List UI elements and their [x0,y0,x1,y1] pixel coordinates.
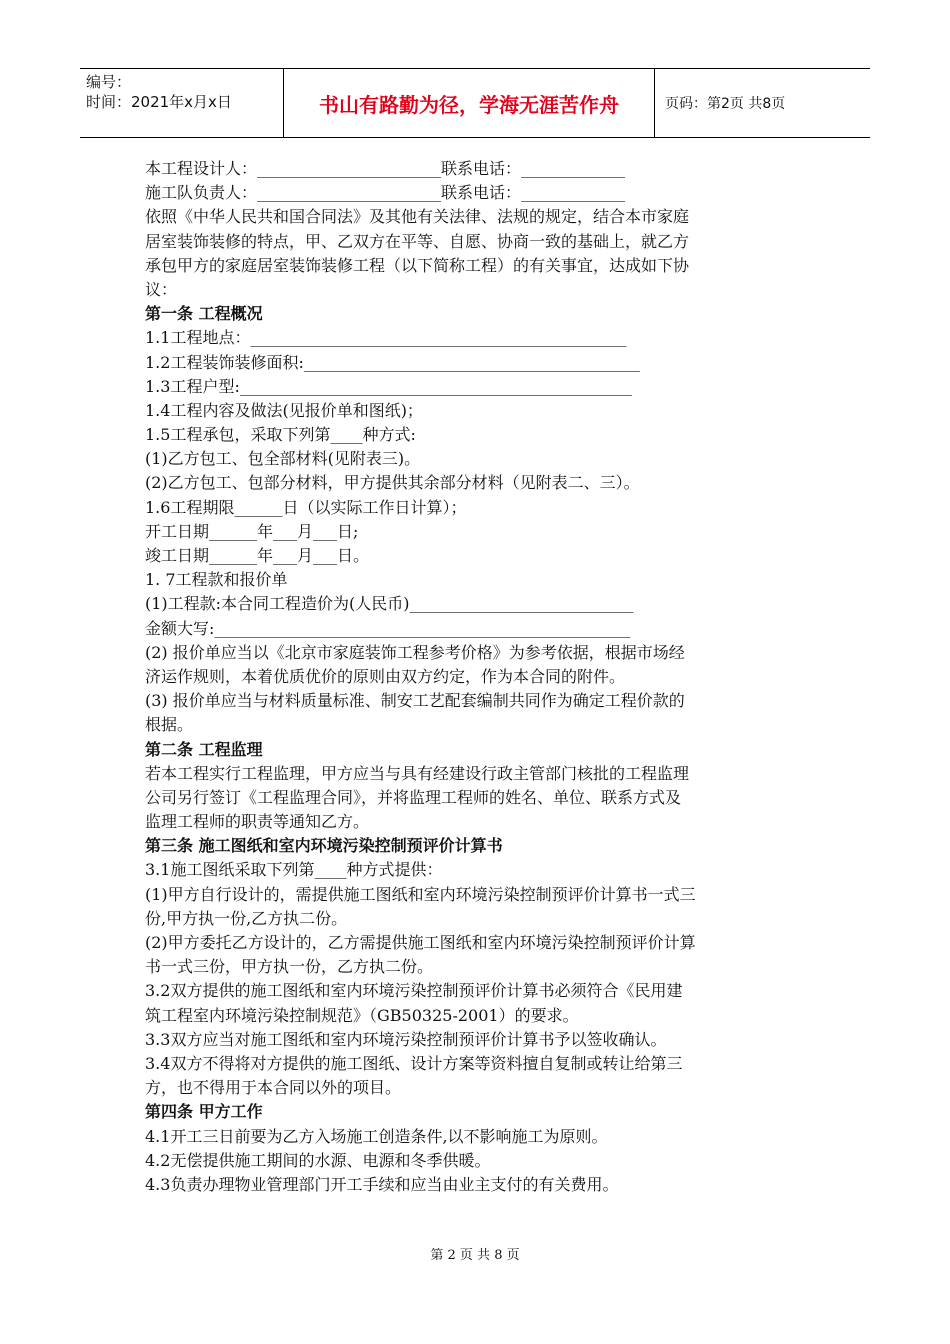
page-footer: 第 2 页 共 8 页 [430,1248,520,1263]
body-line: 施工队负责人：_______________________联系电话：_____________ [145,183,626,203]
body-line: 议： [145,279,178,299]
body-line: 金额大写:____________________________________________________ [145,618,631,638]
body-line: 公司另行签订《工程监理合同》，并将监理工程师的姓名、单位、联系方式及 [145,787,682,807]
body-line: (1)乙方包工、包全部材料(见附表三)。 [145,449,421,469]
body-line: (2) 报价单应当以《北京市家庭装饰工程参考价格》为参考依据，根据市场经 [145,642,685,662]
body-line: (1)甲方自行设计的，需提供施工图纸和室内环境污染控制预评价计算书一式三 [145,884,696,904]
body-line: 1.5工程承包，采取下列第____种方式: [145,425,416,445]
header-motto: 书山有路勤为径，学海无涯苦作舟 [284,69,655,137]
body-line: 竣工日期______年___月___日。 [145,546,370,565]
body-line: 3.4双方不得将对方提供的施工图纸、设计方案等资料擅自复制或转让给第三 [145,1053,683,1073]
body-line: 3.2双方提供的施工图纸和室内环境污染控制预评价计算书必须符合《民用建 [145,981,683,1001]
document-time-label: 时间：2021年x月x日 [86,93,232,111]
body-line: 3.3双方应当对施工图纸和室内环境污染控制预评价计算书予以签收确认。 [145,1029,667,1049]
body-line: 承包甲方的家庭居室装饰装修工程（以下简称工程）的有关事宜，达成如下协 [145,255,690,275]
body-line: 4.3负责办理物业管理部门开工手续和应当由业主支付的有关费用。 [145,1174,619,1194]
body-line: 份,甲方执一份,乙方执二份。 [145,908,348,928]
section-heading: 第四条 甲方工作 [145,1102,263,1122]
body-line: 开工日期______年___月___日; [145,521,359,541]
body-line: 方，也不得用于本合同以外的项目。 [145,1078,402,1098]
body-line: 1.3工程户型:_________________________________________________ [145,376,632,396]
body-line: 1. 7工程款和报价单 [145,570,288,590]
body-line: 4.1开工三日前要为乙方入场施工创造条件,以不影响施工为原则。 [145,1126,608,1146]
body-line: 1.4工程内容及做法(见报价单和图纸)； [145,400,423,420]
body-line: 4.2无偿提供施工期间的水源、电源和冬季供暖。 [145,1150,491,1170]
body-line: 1.1工程地点：_______________________________________________ [145,328,627,348]
body-line: 监理工程师的职责等通知乙方。 [145,812,370,832]
section-heading: 第二条 工程监理 [145,739,263,759]
body-line: 济运作规则，本着优质优价的原则由双方约定，作为本合同的附件。 [145,666,626,686]
body-line: 根据。 [145,715,194,735]
document-number-label: 编号： [86,73,132,91]
header-meta [80,69,284,137]
body-line: 本工程设计人：_______________________联系电话：_____________ [145,159,626,178]
body-line: 若本工程实行工程监理，甲方应当与具有经建设行政主管部门核批的工程监理 [145,763,690,783]
body-line: 居室装饰装修的特点，甲、乙双方在平等、自愿、协商一致的基础上，就乙方 [145,231,690,251]
section-heading: 第三条 施工图纸和室内环境污染控制预评价计算书 [145,836,503,856]
body-line: 3.1施工图纸采取下列第____种方式提供： [145,860,443,880]
body-line: (2)甲方委托乙方设计的，乙方需提供施工图纸和室内环境污染控制预评价计算 [145,933,696,952]
header-page-info: 页码：第2页 共8页 [665,96,786,112]
body-line: 依照《中华人民共和国合同法》及其他有关法律、法规的规定，结合本市家庭 [145,207,690,227]
document-body [145,157,805,1197]
body-line: (1)工程款:本合同工程造价为(人民币)____________________________ [145,594,634,614]
body-line: 书一式三份，甲方执一份，乙方执二份。 [145,957,434,977]
body-line: 1.2工程装饰装修面积:__________________________________________ [145,352,640,372]
body-line: (3) 报价单应当与材料质量标准、制安工艺配套编制共同作为确定工程价款的 [145,691,685,711]
body-line: 筑工程室内环境污染控制规范》（GB50325-2001）的要求。 [145,1005,579,1025]
page-header [80,68,870,138]
body-line: (2)乙方包工、包部分材料，甲方提供其余部分材料（见附表二、三）。 [145,473,640,493]
section-heading: 第一条 工程概况 [145,304,263,324]
body-line: 1.6工程期限______日（以实际工作日计算）； [145,497,467,517]
